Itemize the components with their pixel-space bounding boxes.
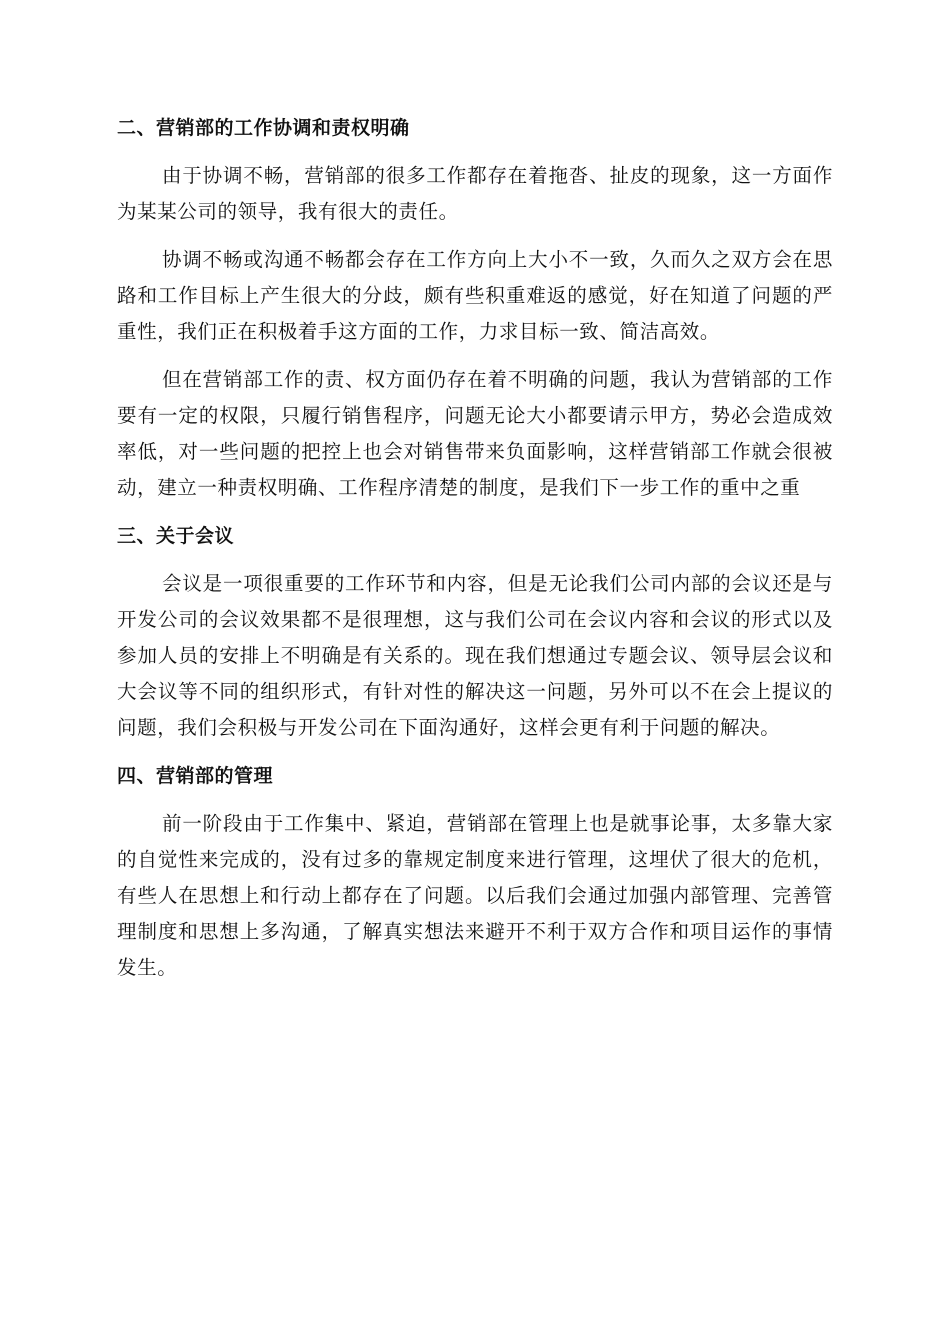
paragraph: 由于协调不畅，营销部的很多工作都存在着拖沓、扯皮的现象，这一方面作为某某公司的领导，我有很大的责任。 [117, 164, 833, 223]
section-coordination [117, 110, 833, 506]
paragraph: 协调不畅或沟通不畅都会存在工作方向上大小不一致，久而久之双方会在思路和工作目标上产生很大的分歧，颇有些积重难返的感觉，好在知道了问题的严重性，我们正在积极着手这方面的工作，力求目标一致、简洁高效。 [117, 248, 833, 343]
section-meetings [117, 518, 833, 746]
document-body [117, 110, 833, 986]
section-heading: 三、关于会议 [117, 525, 235, 547]
paragraph: 会议是一项很重要的工作环节和内容，但是无论我们公司内部的会议还是与开发公司的会议效果都不是很理想，这与我们公司在会议内容和会议的形式以及参加人员的安排上不明确是有关系的。现在我们想通过专题会议、领导层会议和大会议等不同的组织形式，有针对性的解决这一问题，另外可以不在会上提议的问题，我们会积极与开发公司在下面沟通好，这样会更有利于问题的解决。 [117, 572, 833, 739]
section-heading: 四、营销部的管理 [117, 765, 274, 787]
section-management [117, 758, 833, 986]
section-heading: 二、营销部的工作协调和责权明确 [117, 117, 410, 139]
paragraph: 但在营销部工作的责、权方面仍存在着不明确的问题，我认为营销部的工作要有一定的权限，只履行销售程序，问题无论大小都要请示甲方，势必会造成效率低，对一些问题的把控上也会对销售带来负面影响，这样营销部工作就会很被动，建立一种责权明确、工作程序清楚的制度，是我们下一步工作的重中之重 [117, 368, 833, 499]
paragraph: 前一阶段由于工作集中、紧迫，营销部在管理上也是就事论事，太多靠大家的自觉性来完成的，没有过多的靠规定制度来进行管理，这埋伏了很大的危机，有些人在思想上和行动上都存在了问题。以后我们会通过加强内部管理、完善管理制度和思想上多沟通，了解真实想法来避开不利于双方合作和项目运作的事情发生。 [117, 812, 833, 979]
